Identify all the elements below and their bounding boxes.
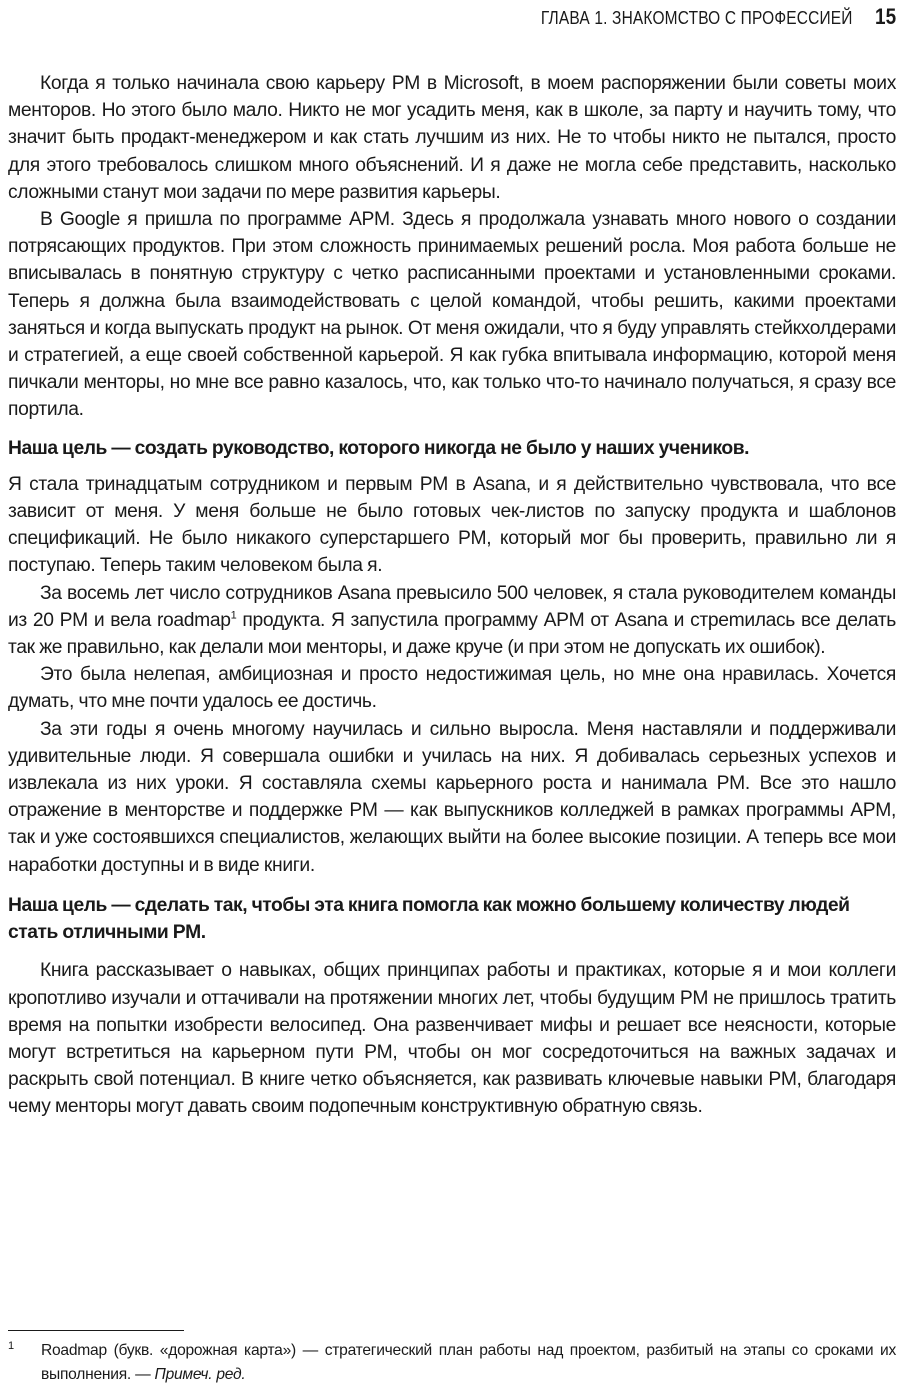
- paragraph: Я стала тринадцатым сотрудником и первым PM в Asana, и я действительно чувствовала, что все зависит от меня. У меня больше не было готовых чек-листов по запуску продукта и шаблонов спецификаций. Не было никакого суперстаршего PM, который мог бы проверить, правильно ли я поступаю. Теперь таким человеком была я.: [8, 473, 896, 577]
- paragraph-text: За восемь лет число сотрудников Asana превысило 500 человек, я стала руководителем команды из 20 PM и вела roadmap: [8, 582, 896, 631]
- paragraph: Когда я только начинала свою карьеру PM в Microsoft, в моем распоряжении были советы моих менторов. Но этого было мало. Никто не мог усадить меня, как в школе, за парту и научить тому, что значит быть продакт-менеджером и как стать лучшим из них. Не то чтобы никто не пытался, просто для этого требовалось слишком много объяснений. И я даже не могла себе представить, насколько сложными станут мои задачи по мере развития карьеры.: [8, 73, 896, 203]
- paragraph: Это была нелепая, амбициозная и просто недостижимая цель, но мне она нравилась. Хочется думать, что мне почти удалось ее достичь.: [8, 664, 896, 713]
- footnote: [8, 1339, 896, 1386]
- page-number: 15: [874, 4, 896, 29]
- footnote-reference[interactable]: 1: [230, 609, 237, 622]
- section-heading: Наша цель — создать руководство, которого никогда не было у наших учеников.: [8, 437, 750, 459]
- section-heading: Наша цель — сделать так, чтобы эта книга помогла как можно большему количеству людей стать отличными PM.: [8, 894, 850, 944]
- paragraph: Книга рассказывает о навыках, общих принципах работы и практиках, которые я и мои коллеги кропотливо изучали и оттачивали на протяжении многих лет, чтобы будущим PM не пришлось тратить время на попытки изобрести велосипед. Она развенчивает мифы и решает все неясности, которые могут встретиться на карьерном пути PM, чтобы он мог сосредоточиться на важных задачах и раскрыть свой потенциал. В книге четко объясняется, как развивать ключевые навыки PM, благодаря чему менторы могут давать своим подопечным конструктивную обратную связь.: [8, 960, 896, 1118]
- page-body: [8, 70, 896, 1121]
- paragraph: За эти годы я очень многому научилась и сильно выросла. Меня наставляли и поддерживали удивительные люди. Я совершала ошибки и училась на них. Я добивалась серьезных успехов и извлекала из них уроки. Я составляла схемы карьерного роста и нанимала PM. Все это нашло отражение в менторстве и поддержке PM — как выпускников колледжей в рамках программы APM, так и уже состоявшихся специалистов, желающих выйти на более высокие позиции. А теперь все мои наработки доступны и в виде книги.: [8, 718, 896, 876]
- footnote-body: Roadmap (букв. «дорожная карта») — стратегический план работы над проектом, разбитый на этапы со сроками их выполнения. —: [41, 1342, 896, 1383]
- footnote-divider: [8, 1330, 184, 1331]
- paragraph: В Google я пришла по программе APM. Здесь я продолжала узнавать много нового о создании потрясающих продуктов. При этом сложность принимаемых решений росла. Моя работа больше не вписывалась в понятную структуру с четко расписанными проектами и установленными сроками. Теперь я должна была взаимодействовать с целой командой, чтобы решить, какими проектами заняться и когда выпускать продукт на рынок. От меня ожидали, что я буду управлять стейкхолдерами и стратегией, а еще своей собственной карьерой. Я как губка впитывала информацию, которой меня пичкали менторы, но мне все равно казалось, что, как только что-то начинало получаться, я сразу все портила.: [8, 209, 896, 421]
- chapter-title: ГЛАВА 1. ЗНАКОМСТВО С ПРОФЕССИЕЙ: [540, 8, 853, 28]
- editor-note: Примеч. ред.: [154, 1365, 246, 1383]
- footnote-text: [41, 1339, 896, 1386]
- paragraph: [8, 580, 896, 662]
- book-page: [8, 0, 896, 1392]
- paragraph-text: продукта. Я запустила программу APM от Asana и стреmилась все делать так же правильно, как делали мои менторы, и даже круче (и при этом не допускать их ошибок).: [8, 609, 896, 659]
- running-header: [541, 4, 896, 28]
- footnote-marker: 1: [8, 1340, 14, 1352]
